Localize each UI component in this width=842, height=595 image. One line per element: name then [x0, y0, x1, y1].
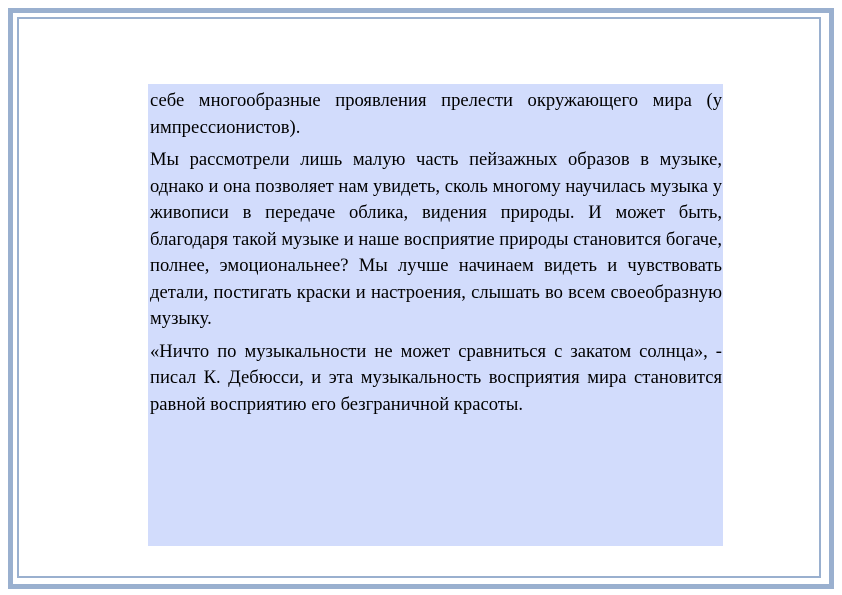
- paragraph-landscape-music: Мы рассмотрели лишь малую часть пейзажных образов в музыке, однако и она позволяет нам увидеть, сколь многому научилась музыка у живописи в передаче облика, видения природы. И может быть, благодаря такой музыке и наше восприятие природы становится богаче, полнее, эмоциональнее? Мы лучше начинаем видеть и чувствовать детали, постигать краски и настроения, слышать во всем своеобразную музыку.: [150, 149, 722, 329]
- paragraph-debussy-quote: «Ничто по музыкальности не может сравниться с закатом солнца», - писал К. Дебюсси, и эта музыкальность восприятия мира становится равной восприятию его безграничной красоты.: [150, 340, 722, 415]
- text-box: [148, 84, 723, 546]
- paragraph-impressionists: себе многообразные проявления прелести окружающего мира (у импрессионистов).: [150, 90, 722, 138]
